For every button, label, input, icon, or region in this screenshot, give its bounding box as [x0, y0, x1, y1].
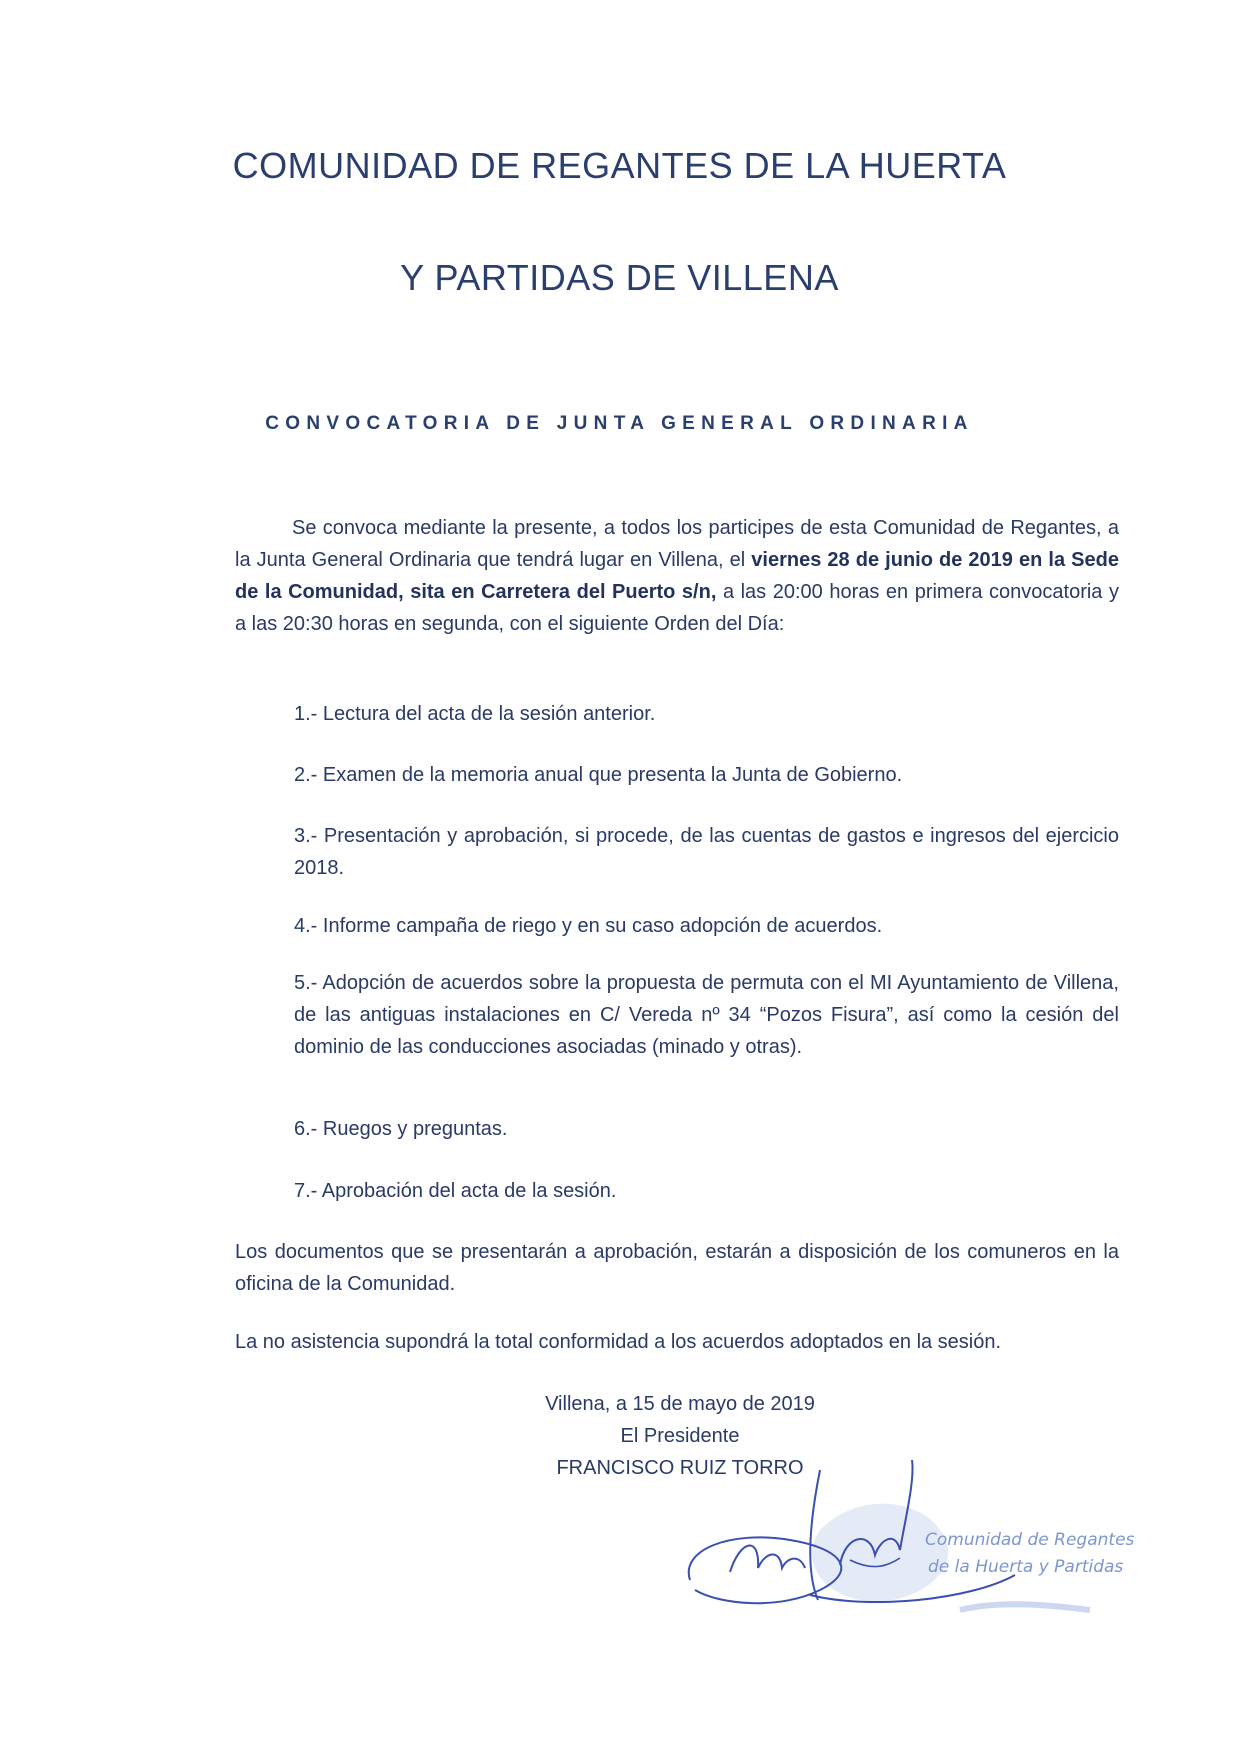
place-date: Villena, a 15 de mayo de 2019: [545, 1393, 815, 1415]
stamp-text-line1: Comunidad de Regantes: [925, 1530, 1135, 1550]
organization-title-line2: Y PARTIDAS DE VILLENA: [400, 257, 839, 298]
agenda-item-1: 1.- Lectura del acta de la sesión anterior.: [294, 703, 656, 725]
agenda-item-7: 7.- Aprobación del acta de la sesión.: [294, 1180, 617, 1202]
signer-name: FRANCISCO RUIZ TORRO: [556, 1457, 804, 1479]
signer-role: El Presidente: [620, 1425, 740, 1447]
organization-title-line1: COMUNIDAD DE REGANTES DE LA HUERTA: [232, 145, 1007, 186]
stamp-text-line2: de la Huerta y Partidas: [928, 1557, 1124, 1577]
agenda-item-2: 2.- Examen de la memoria anual que presenta la Junta de Gobierno.: [294, 764, 903, 786]
agenda-item-5: 5.- Adopción de acuerdos sobre la propuesta de permuta con el MI Ayuntamiento de Villena, de las antiguas instalaciones en C/ Vereda nº 34 “Pozos Fisura”, así como la cesión del dominio de las conducciones asociadas (minado y otras).: [294, 972, 1119, 1058]
agenda-item-4: 4.- Informe campaña de riego y en su caso adopción de acuerdos.: [294, 915, 883, 937]
intro-text-part2: a las 20:00 horas en primera convocatoria y a las 20:30 horas en segunda, con el siguiente Orden del Día:: [235, 581, 1119, 635]
agenda-item-3: 3.- Presentación y aprobación, si procede, de las cuentas de gastos e ingresos del ejercicio 2018.: [294, 825, 1119, 879]
handwritten-signature-stamp: [670, 1460, 1135, 1645]
documents-notice: Los documentos que se presentarán a aprobación, estarán a disposición de los comuneros en la oficina de la Comunidad.: [235, 1241, 1119, 1295]
convocatoria-heading: CONVOCATORIA DE JUNTA GENERAL ORDINARIA: [265, 413, 974, 434]
absence-notice: La no asistencia supondrá la total conformidad a los acuerdos adoptados en la sesión.: [235, 1331, 1002, 1353]
stamp-blob: [812, 1504, 948, 1602]
agenda-item-6: 6.- Ruegos y preguntas.: [294, 1118, 508, 1140]
convocatoria-intro-paragraph: [235, 512, 1119, 640]
signature-and-stamp: [670, 1460, 1135, 1645]
intro-text-part1: Se convoca mediante la presente, a todos los participes de esta Comunidad de Regantes, a la Junta General Ordinaria que tendrá lugar en Villena, el: [235, 517, 1119, 571]
intro-text-bold: viernes 28 de junio de 2019 en la Sede de la Comunidad, sita en Carretera del Puerto s/n,: [235, 549, 1119, 603]
